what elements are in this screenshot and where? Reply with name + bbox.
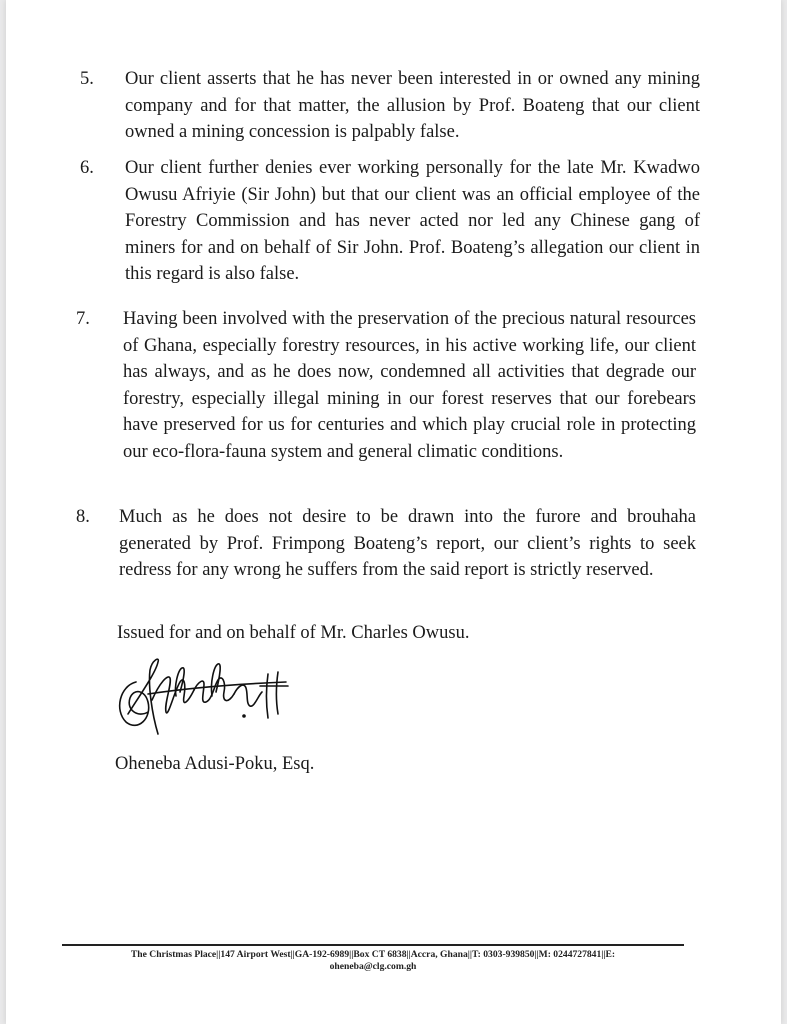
paragraph-number: 8. — [76, 507, 90, 527]
paragraph-text: Our client asserts that he has never been interested in or owned any mining company and for that matter, the allusion by Prof. Boateng that our client owned a mining concession is palpably false. — [125, 69, 700, 142]
issued-statement: Issued for and on behalf of Mr. Charles Owusu. — [117, 623, 470, 643]
letter-page — [6, 0, 781, 1024]
footer-email: oheneba@clg.com.gh — [329, 961, 417, 972]
handwritten-signature — [108, 652, 293, 740]
paragraph-text: Our client further denies ever working personally for the late Mr. Kwadwo Owusu Afriyie (Sir John) but that our client was an official employee of the Forestry Commission and has never acted nor led any Chinese gang of miners for and on behalf of Sir John. Prof. Boateng’s allegation our client in this regard is also false. — [125, 158, 700, 284]
paragraph-number: 7. — [76, 309, 90, 329]
paragraph-number: 5. — [80, 69, 94, 89]
paragraph-text: Much as he does not desire to be drawn into the furore and brouhaha generated by Prof. Frimpong Boateng’s report, our client’s rights to seek redress for any wrong he suffers from the said report is strictly reserved. — [119, 507, 696, 580]
paragraph-text: Having been involved with the preservation of the precious natural resources of Ghana, especially forestry resources, in his active working life, our client has always, and as he does now, condemned all activities that degrade our forestry, especially illegal mining in our forest reserves that our forebears have preserved for us for centuries and which play crucial role in protecting our eco-flora-fauna system and general climatic conditions. — [123, 309, 696, 462]
letterhead-footer — [62, 949, 684, 973]
signer-name: Oheneba Adusi-Poku, Esq. — [115, 754, 315, 774]
footer-divider — [62, 944, 684, 946]
paragraph-number: 6. — [80, 158, 94, 178]
footer-address-line: The Christmas Place||147 Airport West||GA-192-6989||Box CT 6838||Accra, Ghana||T: 0303-939850||M: 0244727841||E: — [130, 949, 616, 960]
